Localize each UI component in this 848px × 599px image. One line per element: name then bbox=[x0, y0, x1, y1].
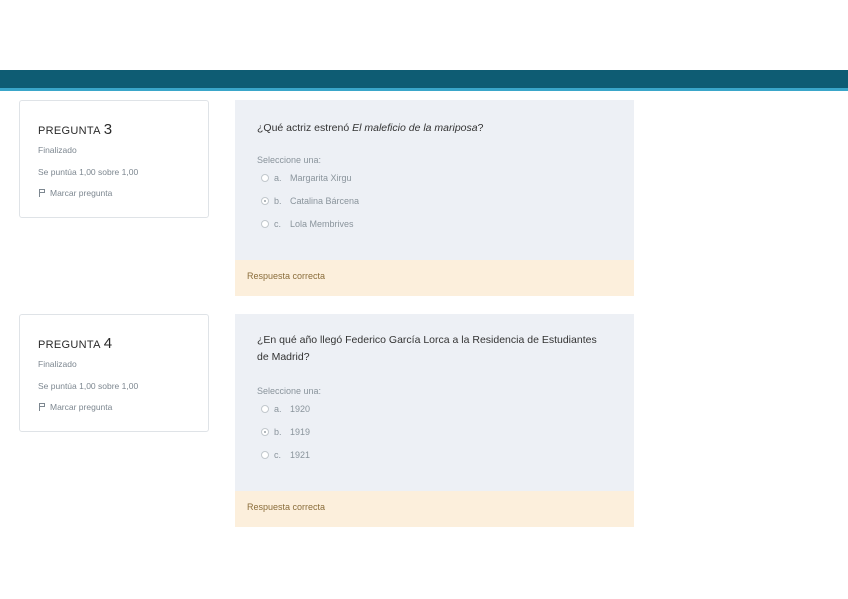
radio-button[interactable] bbox=[261, 405, 269, 413]
feedback-text: Respuesta correcta bbox=[247, 271, 326, 281]
header-band bbox=[0, 70, 848, 88]
radio-button[interactable] bbox=[261, 174, 269, 182]
question-text: ¿En qué año llegó Federico García Lorca a la Residencia de Estudiantes de Madrid? bbox=[257, 334, 597, 363]
header-accent-line bbox=[0, 88, 848, 91]
flag-icon bbox=[38, 189, 46, 197]
question-title: PREGUNTA 3 bbox=[38, 121, 113, 138]
question-title: PREGUNTA 4 bbox=[38, 335, 113, 352]
question-content bbox=[235, 100, 634, 260]
question-grade: Se puntúa 1,00 sobre 1,00 bbox=[38, 381, 139, 391]
radio-button[interactable] bbox=[261, 220, 269, 228]
answer-option[interactable]: a. Margarita Xirgu bbox=[261, 173, 352, 185]
feedback-box bbox=[235, 260, 634, 296]
question-state: Finalizado bbox=[38, 359, 77, 369]
answer-prompt: Seleccione una: bbox=[257, 386, 322, 396]
question-info-card bbox=[19, 314, 209, 432]
answer-option[interactable]: c. Lola Membrives bbox=[261, 219, 354, 231]
question-content bbox=[235, 314, 634, 491]
feedback-text: Respuesta correcta bbox=[247, 502, 326, 512]
radio-button-checked[interactable] bbox=[261, 428, 269, 436]
answer-prompt: Seleccione una: bbox=[257, 155, 322, 165]
answer-option[interactable]: c. 1921 bbox=[261, 450, 310, 462]
question-text: ¿Qué actriz estrenó El maleficio de la mariposa? bbox=[257, 122, 484, 134]
question-number: 4 bbox=[103, 335, 113, 352]
radio-button-checked[interactable] bbox=[261, 197, 269, 205]
radio-button[interactable] bbox=[261, 451, 269, 459]
answer-option[interactable]: a. 1920 bbox=[261, 404, 310, 416]
question-state: Finalizado bbox=[38, 145, 77, 155]
question-info-card bbox=[19, 100, 209, 218]
question-grade: Se puntúa 1,00 sobre 1,00 bbox=[38, 167, 139, 177]
flag-question-link[interactable]: Marcar pregunta bbox=[38, 402, 112, 412]
answer-option[interactable]: b. 1919 bbox=[261, 427, 310, 439]
flag-question-link[interactable]: Marcar pregunta bbox=[38, 188, 112, 198]
flag-icon bbox=[38, 403, 46, 411]
feedback-box bbox=[235, 491, 634, 527]
question-number: 3 bbox=[103, 121, 113, 138]
answer-option[interactable]: b. Catalina Bárcena bbox=[261, 196, 359, 208]
